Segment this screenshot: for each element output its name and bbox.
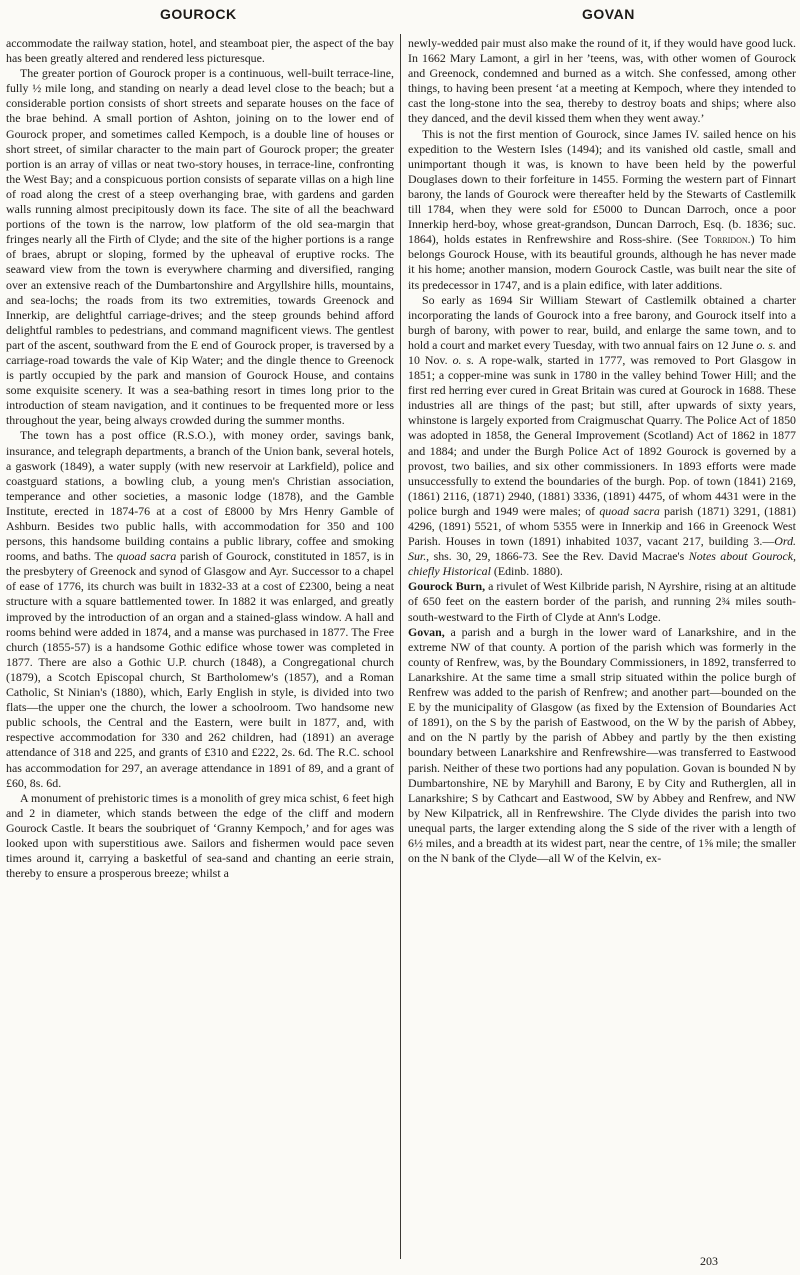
paragraph: newly-wedded pair must also make the round of it, if they would have good luck. In 1662 Mary Lamont, a girl in her ’teens, was, with other women of Gourock and Greenock, condemned and burned as a witch. She confessed, among other things, to having been present ‘at a meeting at Kempoch, where they intended to cast the long-stone into the sea, thereby to destroy boats and ships; where also they danced, and the devil kissed them when they went away.’: [408, 36, 796, 126]
text-run: a rivulet of West Kilbride parish, N Ayrshire, rising at an altitude of 650 feet on the eastern border of the parish, and running 2¾ miles south-south-westward to the Firth of Clyde at Ann's Lodge.: [408, 579, 796, 624]
italic-run: quoad sacra: [599, 503, 660, 518]
text-run: This is not the first mention of Gourock, since James IV. sailed hence on his expedition to the Western Isles (1494); and its vanished old castle, small and unimportant though it was, is known to have been held by the powerful Douglases down to their forfeiture in 1455. Forming the western part of Finnart barony, the lands of Gourock were thereafter held by the Stewarts of Castlemilk till 1784, when they were sold for £5000 to Duncan Darroch, once a poor Innerkip herd-boy, whose great-grandson, Duncan Darroch, Esq. (b. 1836; suc. 1864), holds estates in Renfrewshire and Ross-shire. (See: [408, 126, 796, 247]
italic-run: Ord. Sur.: [408, 534, 796, 564]
left-column: [6, 36, 394, 1261]
text-run: So early as 1694 Sir William Stewart of Castlemilk obtained a charter incorporating the lands of Gourock into a free barony, and Gourock itself into a burgh of barony, with power to rear, build, and enlarge the same town, and to hold a court and market every Tuesday, with two annual fairs on 12 June: [408, 292, 796, 352]
entry-headword: Govan,: [408, 624, 445, 639]
paragraph: [408, 293, 796, 580]
paragraph: The greater portion of Gourock proper is a continuous, well-built terrace-line, fully ½ mile long, and standing on nearly a dead level close to the beach; but a considerable portion consists of short streets and separate houses on the face of the brae behind. A small portion of Ashton, joining on to the lower end of Gourock proper, and sometimes called Kempoch, is a double line of houses or short street, of similar character to the main part of Gourock proper; the greater portion is an array of villas or neat two-story houses, in terrace-line, confronting the West Bay; and a conspicuous portion consists of separate villas on a high line of road along the crest of a steep overhanging brae, with gardens and garden walls running almost precipitously down its face. The site of all the beachward portions of the town is the narrow, low platform of the old sea-margin that fringes nearly all the Firth of Clyde; and the site of the higher portions is a range of braes, abrupt or sloping, formed by the upheaval of eruptive rocks. The seaward view from the town is everywhere charming and diversified, ranging over an extensive reach of the Dumbartonshire and Argyllshire hills, mountains, and sea-lochs; the roads from its two extremities, towards Greenock and Innerkip, are delightful carriage-drives; and the steep grounds behind afford delightful rambles to pedestrians, and command magnificent views. The gentlest part of the ascent, southward from the E end of Gourock proper, is traversed by a carriage-road towards the vale of Kip Water; and the dingle thence to Greenock is partly occupied by the park and mansion of Gourock House, and contains some exquisite scenery. It was a sea-bathing resort in times long prior to the introduction of steam navigation, and it continues to be frequented more or less throughout the year, being always crowded during the summer months.: [6, 66, 394, 428]
text-run: a parish and a burgh in the lower ward of Lanarkshire, and in the extreme NW of that county. A portion of the parish which was formerly in the county of Renfrew, was, by the Boundary Commissioners, in 1892, transferred to Lanarkshire. At the same time a small strip situated within the police burgh of Renfrew was added to the parish of Renfrew; and another part—bounded on the E by the municipality of Glasgow (as fixed by the Extension of Boundaries Act of 1891), on the S by the parish of Eastwood, on the W by the parish of Abbey, and on the N partly by the parish of Abbey and partly by the then existing boundary between Lanarkshire and Renfrewshire—was transferred to Eastwood parish. Neither of these two portions had any population. Govan is bounded N by Dumbartonshire, NE by Maryhill and Barony, E by City and Rutherglen, all in Lanarkshire; S by Cathcart and Eastwood, SW by Abbey and Renfrew, and NW by New Kilpatrick, all in Renfrewshire. The Clyde divides the parish into two unequal parts, the larger extending along the S side of the river with a length of 6½ miles, and a breadth at its widest part, near the centre, of 1⅝ mile; the smaller on the N bank of the Clyde—all W of the Kelvin, ex-: [408, 624, 796, 866]
paragraph: [6, 428, 394, 790]
italic-run: quoad sacra: [116, 549, 177, 564]
paragraph: accommodate the railway station, hotel, and steamboat pier, the aspect of the bay has been greatly altered and rendered less picturesque.: [6, 36, 394, 66]
text-run: A rope-walk, started in 1777, was removed to Port Glasgow in 1851; a copper-mine was sunk in 1780 in the valley behind Tower Hill; and the first red herring ever cured in Great Britain was cured at Gourock in 1688. These industries all are things of the past; but still, after upwards of sixty years, whinstone is largely exported from Craigmuschat Quarry. The Police Act of 1850 was adopted in 1858, the General Improvement (Scotland) Act of 1862 in 1877 and 1884; and under the Burgh Police Act of 1892 Gourock is governed by a provost, two bailies, and six other commissioners. In 1893 efforts were made unsuccessfully to extend the boundaries of the burgh. Pop. of town (1841) 2169, (1861) 2116, (1871) 2940, (1881) 3336, (1891) 4475, of whom 4431 were in the police burgh and 1949 were males; of: [408, 352, 796, 518]
italic-run: o. s.: [452, 352, 475, 367]
page-number: 203: [700, 1254, 718, 1268]
paragraph: [408, 127, 796, 293]
text-run: The town has a post office (R.S.O.), with money order, savings bank, insurance, and telegraph departments, a branch of the Union bank, several hotels, a gaswork (1849), a water supply (with new reservoir at Larkfield), police and coastguard stations, a bowling club, a young men's Christian association, temperance and other societies, a masonic lodge (1878), and the Gamble Institute, erected in 1874-76 at a cost of £8000 by Mrs Henry Gamble of Ashburn. Besides two public halls, with accommodation for 350 and 100 persons, this handsome building contains a public library, coffee and smoking rooms, and baths. The: [6, 428, 394, 564]
text-run: parish of Gourock, constituted in 1857, is in the presbytery of Greenock and synod of Glasgow and Ayr. Successor to a chapel of ease of 1776, its church was built in 1832-33 at a cost of £2300, being a neat structure with a square battlemented tower. In 1882 it was enlarged, and greatly improved by the introduction of an organ and a stained-glass window. A hall and rooms behind were added in 1874, and a manse was purchased in 1877. The Free church (1855-57) is a handsome Gothic edifice whose tower was completed in 1877. There are also a Gothic U.P. church (1848), a Congregational church (1879), a Scotch Episcopal church, St Bartholomew's (1857), and a Roman Catholic, St Ninian's (1880), which, Early English in style, is divided into two flats—the upper one the church, the lower a schoolroom. Two handsome new public schools, the Central and the Eastern, were built in 1877, and, with respective accommodation for 330 and 262 children, had (1891) an average attendance of 318 and 225, and grants of £310 and £222, 2s. 6d. The R.C. school has accommodation for 297, an average attendance in 1891 of 89, and a grant of £60, 8s. 6d.: [6, 549, 394, 790]
cross-reference: Torridon: [703, 232, 748, 247]
gazetteer-entry: [408, 579, 796, 624]
gazetteer-entry: [408, 625, 796, 867]
text-run: (Edinb. 1880).: [490, 564, 563, 579]
text-run: .) To him belongs Gourock House, with its beautiful grounds, although he has never made it his home; another mansion, modern Gourock Castle, was built near the site of its predecessor in 1747, and is a plain edifice, with later additions.: [408, 232, 796, 292]
book-title: Notes about Gourock, chiefly Historical: [408, 549, 796, 579]
entry-headword: Gourock Burn,: [408, 579, 486, 594]
column-rule: [400, 34, 401, 1259]
text-run: , shs. 30, 29, 1866-73. See the Rev. David Macrae's: [426, 549, 689, 564]
italic-run: o. s.: [756, 337, 776, 352]
text-run: parish (1871) 3291, (1881) 4296, (1891) 5521, of whom 5355 were in Innerkip and 166 in Greenock West Parish. Houses in town (1891) inhabited 1037, vacant 217, building 3.—: [408, 503, 796, 549]
header-left: GOUROCK: [160, 6, 237, 22]
text-run: and 10 Nov.: [408, 337, 796, 367]
header-right: GOVAN: [582, 6, 635, 22]
right-column: [408, 36, 796, 1261]
paragraph: A monument of prehistoric times is a monolith of grey mica schist, 6 feet high and 2 in diameter, which stands between the edge of the cliff and modern Gourock Castle. It bears the soubriquet of ‘Granny Kempoch,’ and for ages was looked upon with superstitious awe. Sailors and fishermen would pace seven times around it, carrying a basketful of sea-sand and chanting an eerie strain, thereby to ensure a prosperous breeze; whilst a: [6, 790, 394, 881]
running-header: [0, 6, 800, 28]
